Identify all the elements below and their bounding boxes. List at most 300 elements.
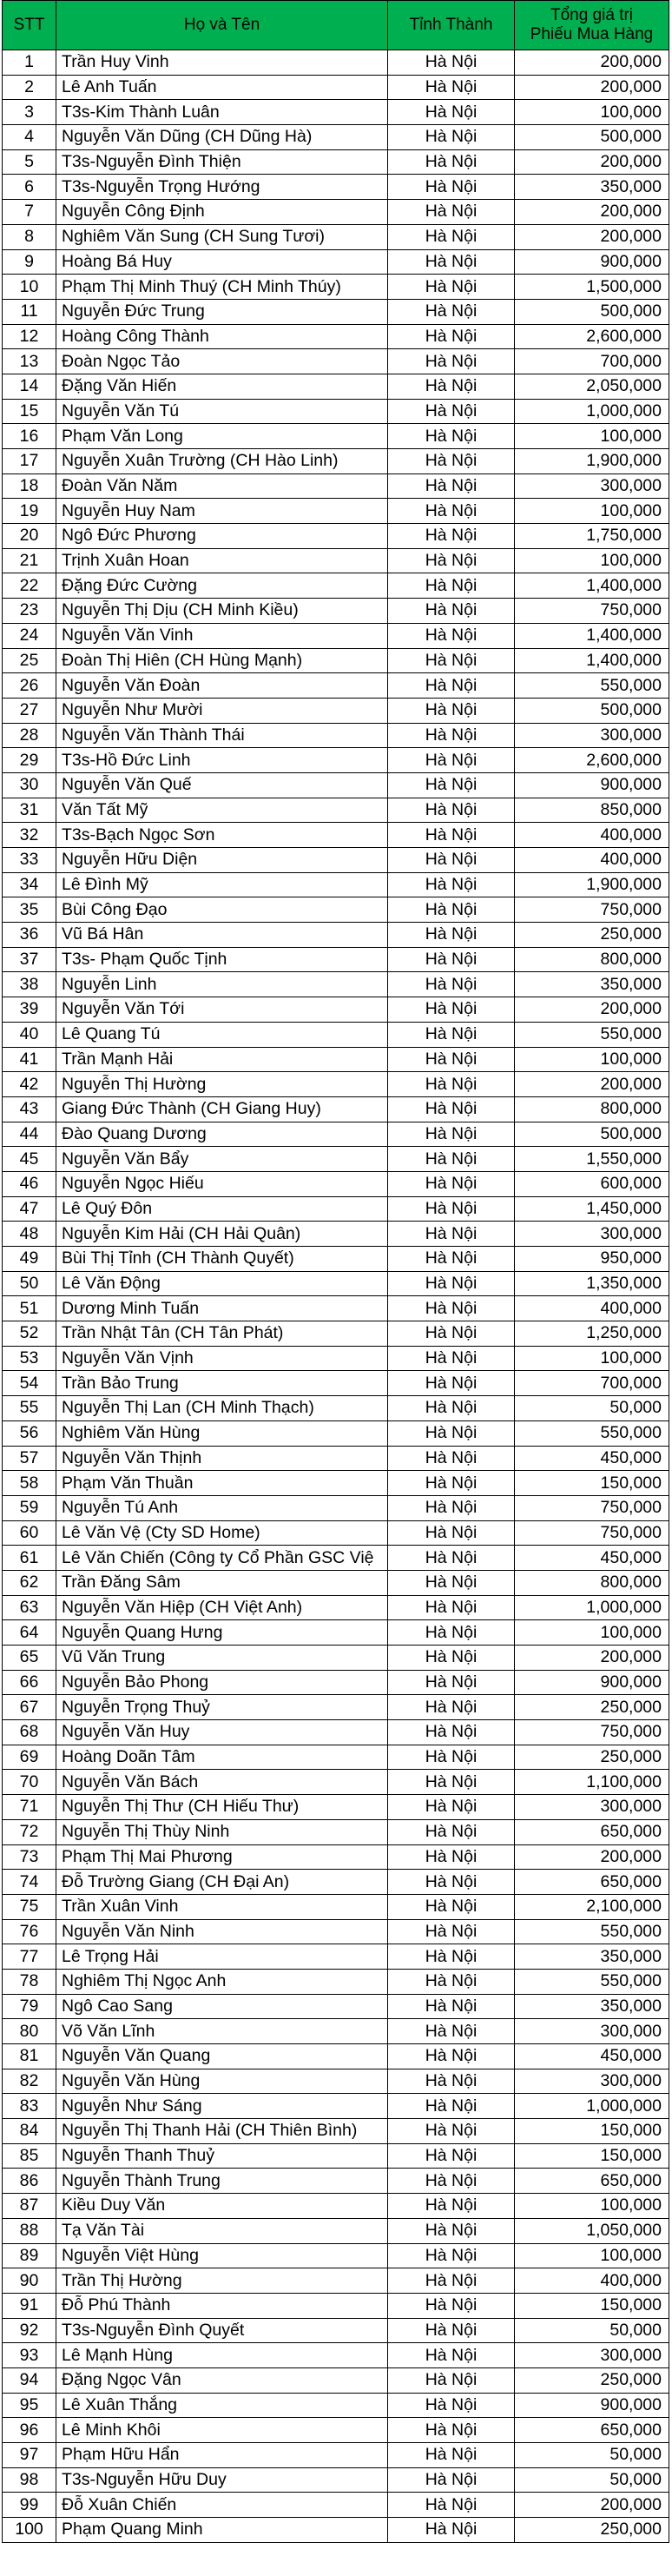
row-stt: 83: [3, 2094, 56, 2119]
table-row: [3, 2393, 669, 2418]
row-name: Lê Văn Chiến (Công ty Cổ Phần GSC Việ: [56, 1546, 388, 1571]
table-row: [3, 149, 669, 175]
row-city: Hà Nội: [388, 1520, 515, 1546]
table-row: [3, 2268, 669, 2294]
row-city: Hà Nội: [388, 1222, 515, 1247]
row-stt: 18: [3, 473, 56, 499]
row-name: Lê Quý Đôn: [56, 1196, 388, 1222]
row-city: Hà Nội: [388, 648, 515, 673]
row-stt: 67: [3, 1695, 56, 1720]
row-city: Hà Nội: [388, 623, 515, 648]
row-name: Nguyễn Văn Thành Thái: [56, 723, 388, 748]
row-value: 650,000: [515, 1870, 669, 1895]
table-row: [3, 1894, 669, 1919]
row-name: Dương Minh Tuấn: [56, 1296, 388, 1321]
row-city: Hà Nội: [388, 2243, 515, 2268]
table-row: [3, 1022, 669, 1047]
table-row: [3, 1396, 669, 1421]
row-value: 550,000: [515, 1022, 669, 1047]
row-value: 1,550,000: [515, 1147, 669, 1172]
row-name: T3s- Phạm Quốc Tịnh: [56, 947, 388, 972]
row-value: 800,000: [515, 1096, 669, 1122]
table-row: [3, 1595, 669, 1620]
row-stt: 87: [3, 2194, 56, 2219]
row-city: Hà Nội: [388, 2318, 515, 2343]
row-city: Hà Nội: [388, 449, 515, 474]
row-value: 400,000: [515, 848, 669, 873]
row-city: Hà Nội: [388, 2143, 515, 2169]
row-city: Hà Nội: [388, 1745, 515, 1770]
row-name: Kiều Duy Văn: [56, 2194, 388, 2219]
row-city: Hà Nội: [388, 2443, 515, 2468]
row-city: Hà Nội: [388, 1047, 515, 1072]
row-city: Hà Nội: [388, 1570, 515, 1595]
row-value: 200,000: [515, 224, 669, 249]
row-name: T3s-Nguyễn Hữu Duy: [56, 2467, 388, 2493]
row-city: Hà Nội: [388, 75, 515, 100]
table-row: [3, 1471, 669, 1496]
row-stt: 91: [3, 2293, 56, 2318]
row-city: Hà Nội: [388, 1296, 515, 1321]
row-city: Hà Nội: [388, 573, 515, 599]
row-name: Tạ Văn Tài: [56, 2218, 388, 2243]
row-value: 100,000: [515, 499, 669, 524]
row-stt: 40: [3, 1022, 56, 1047]
row-value: 400,000: [515, 2268, 669, 2294]
row-value: 100,000: [515, 424, 669, 449]
table-row: [3, 1546, 669, 1571]
row-city: Hà Nội: [388, 1171, 515, 1196]
row-name: Nguyễn Văn Tới: [56, 997, 388, 1023]
table-row: [3, 2169, 669, 2194]
row-name: Đoàn Văn Năm: [56, 473, 388, 499]
row-stt: 34: [3, 872, 56, 897]
row-value: 750,000: [515, 1520, 669, 1546]
row-name: Nguyễn Thị Thùy Ninh: [56, 1819, 388, 1844]
row-name: Phạm Thị Mai Phương: [56, 1844, 388, 1870]
row-stt: 29: [3, 748, 56, 773]
row-stt: 30: [3, 772, 56, 798]
row-city: Hà Nội: [388, 1620, 515, 1646]
row-name: Nguyễn Đức Trung: [56, 299, 388, 324]
row-value: 1,400,000: [515, 623, 669, 648]
row-value: 900,000: [515, 2393, 669, 2418]
row-name: Đào Quang Dương: [56, 1122, 388, 1147]
table-row: [3, 2218, 669, 2243]
row-stt: 43: [3, 1096, 56, 1122]
table-row: [3, 2094, 669, 2119]
row-city: Hà Nội: [388, 1670, 515, 1695]
row-city: Hà Nội: [388, 2393, 515, 2418]
row-city: Hà Nội: [388, 1944, 515, 1970]
row-value: 1,450,000: [515, 1196, 669, 1222]
row-city: Hà Nội: [388, 349, 515, 374]
row-stt: 84: [3, 2119, 56, 2144]
row-name: Nguyễn Xuân Trường (CH Hào Linh): [56, 449, 388, 474]
row-stt: 24: [3, 623, 56, 648]
row-value: 800,000: [515, 947, 669, 972]
row-city: Hà Nội: [388, 324, 515, 349]
row-name: Nguyễn Công Định: [56, 200, 388, 225]
row-value: 900,000: [515, 772, 669, 798]
row-stt: 13: [3, 349, 56, 374]
table-row: [3, 2518, 669, 2543]
row-value: 1,400,000: [515, 648, 669, 673]
voucher-table: [2, 0, 669, 2543]
row-stt: 22: [3, 573, 56, 599]
table-row: [3, 1495, 669, 1520]
row-name: Trần Xuân Vinh: [56, 1894, 388, 1919]
row-name: T3s-Nguyễn Đình Thiện: [56, 149, 388, 175]
row-name: Đặng Ngọc Vân: [56, 2367, 388, 2393]
row-name: Ngô Cao Sang: [56, 1994, 388, 2019]
header-row: [3, 1, 669, 50]
row-city: Hà Nội: [388, 2044, 515, 2069]
row-value: 200,000: [515, 75, 669, 100]
row-city: Hà Nội: [388, 848, 515, 873]
row-city: Hà Nội: [388, 1994, 515, 2019]
table-row: [3, 673, 669, 699]
row-stt: 42: [3, 1072, 56, 1097]
table-row: [3, 299, 669, 324]
row-value: 100,000: [515, 100, 669, 125]
row-value: 50,000: [515, 2467, 669, 2493]
row-stt: 86: [3, 2169, 56, 2194]
row-city: Hà Nội: [388, 1720, 515, 1745]
row-stt: 50: [3, 1271, 56, 1296]
row-stt: 61: [3, 1546, 56, 1571]
row-name: Lê Đình Mỹ: [56, 872, 388, 897]
row-stt: 74: [3, 1870, 56, 1895]
row-stt: 72: [3, 1819, 56, 1844]
row-stt: 41: [3, 1047, 56, 1072]
row-name: Nguyễn Như Mười: [56, 698, 388, 723]
row-city: Hà Nội: [388, 2467, 515, 2493]
row-stt: 100: [3, 2518, 56, 2543]
row-name: Trần Thị Hường: [56, 2268, 388, 2294]
row-name: Nguyễn Văn Bẩy: [56, 1147, 388, 1172]
table-row: [3, 349, 669, 374]
table-row: [3, 1047, 669, 1072]
row-city: Hà Nội: [388, 947, 515, 972]
row-city: Hà Nội: [388, 1072, 515, 1097]
row-value: 250,000: [515, 1695, 669, 1720]
row-city: Hà Nội: [388, 1495, 515, 1520]
table-row: [3, 1346, 669, 1371]
row-value: 750,000: [515, 599, 669, 624]
row-value: 550,000: [515, 1919, 669, 1944]
row-value: 100,000: [515, 548, 669, 573]
row-value: 150,000: [515, 1471, 669, 1496]
row-name: Lê Văn Động: [56, 1271, 388, 1296]
row-stt: 99: [3, 2493, 56, 2518]
row-stt: 6: [3, 175, 56, 200]
row-stt: 76: [3, 1919, 56, 1944]
table-row: [3, 1795, 669, 1820]
row-name: Nguyễn Văn Vịnh: [56, 1346, 388, 1371]
row-stt: 27: [3, 698, 56, 723]
row-city: Hà Nội: [388, 1420, 515, 1446]
row-city: Hà Nội: [388, 1196, 515, 1222]
row-stt: 81: [3, 2044, 56, 2069]
row-value: 1,750,000: [515, 524, 669, 549]
table-row: [3, 1171, 669, 1196]
row-name: Nguyễn Huy Nam: [56, 499, 388, 524]
row-value: 150,000: [515, 2143, 669, 2169]
row-stt: 23: [3, 599, 56, 624]
row-value: 100,000: [515, 1047, 669, 1072]
row-name: Trần Huy Vinh: [56, 50, 388, 76]
row-stt: 79: [3, 1994, 56, 2019]
row-name: Hoàng Bá Huy: [56, 249, 388, 275]
row-value: 400,000: [515, 1296, 669, 1321]
row-value: 50,000: [515, 2318, 669, 2343]
table-row: [3, 772, 669, 798]
table-row: [3, 2243, 669, 2268]
row-value: 500,000: [515, 698, 669, 723]
row-value: 700,000: [515, 349, 669, 374]
row-stt: 7: [3, 200, 56, 225]
row-name: Nguyễn Thị Hường: [56, 1072, 388, 1097]
table-row: [3, 1646, 669, 1671]
row-name: Hoàng Công Thành: [56, 324, 388, 349]
row-stt: 63: [3, 1595, 56, 1620]
table-row: [3, 648, 669, 673]
table-row: [3, 424, 669, 449]
table-row: [3, 100, 669, 125]
row-city: Hà Nội: [388, 823, 515, 848]
row-value: 1,000,000: [515, 399, 669, 424]
table-row: [3, 798, 669, 823]
row-name: Đỗ Xuân Chiến: [56, 2493, 388, 2518]
row-name: Nguyễn Như Sáng: [56, 2094, 388, 2119]
row-stt: 73: [3, 1844, 56, 1870]
row-value: 900,000: [515, 249, 669, 275]
row-city: Hà Nội: [388, 1795, 515, 1820]
table-row: [3, 1420, 669, 1446]
row-stt: 3: [3, 100, 56, 125]
table-row: [3, 1670, 669, 1695]
row-city: Hà Nội: [388, 2069, 515, 2094]
row-value: 1,000,000: [515, 1595, 669, 1620]
row-stt: 88: [3, 2218, 56, 2243]
row-name: Nguyễn Thị Thanh Hải (CH Thiên Bình): [56, 2119, 388, 2144]
row-name: Vũ Bá Hân: [56, 923, 388, 948]
row-value: 900,000: [515, 1670, 669, 1695]
row-stt: 28: [3, 723, 56, 748]
row-value: 200,000: [515, 149, 669, 175]
table-row: [3, 324, 669, 349]
row-value: 650,000: [515, 1819, 669, 1844]
table-row: [3, 1770, 669, 1795]
table-row: [3, 1745, 669, 1770]
row-name: Hoàng Doãn Tâm: [56, 1745, 388, 1770]
row-stt: 70: [3, 1770, 56, 1795]
row-city: Hà Nội: [388, 524, 515, 549]
row-value: 300,000: [515, 723, 669, 748]
row-city: Hà Nội: [388, 1894, 515, 1919]
row-name: Ngô Đức Phương: [56, 524, 388, 549]
table-row: [3, 548, 669, 573]
row-value: 100,000: [515, 2194, 669, 2219]
row-name: Nguyễn Ngọc Hiếu: [56, 1171, 388, 1196]
table-row: [3, 2493, 669, 2518]
row-value: 300,000: [515, 2069, 669, 2094]
table-row: [3, 972, 669, 997]
row-name: Nguyễn Văn Huy: [56, 1720, 388, 1745]
row-stt: 20: [3, 524, 56, 549]
table-row: [3, 449, 669, 474]
row-value: 50,000: [515, 2443, 669, 2468]
row-name: Giang Đức Thành (CH Giang Huy): [56, 1096, 388, 1122]
row-name: Nguyễn Văn Quang: [56, 2044, 388, 2069]
row-value: 800,000: [515, 1570, 669, 1595]
row-name: Trần Đăng Sâm: [56, 1570, 388, 1595]
table-row: [3, 175, 669, 200]
row-stt: 56: [3, 1420, 56, 1446]
row-value: 350,000: [515, 175, 669, 200]
row-name: Phạm Văn Long: [56, 424, 388, 449]
row-stt: 25: [3, 648, 56, 673]
row-stt: 36: [3, 923, 56, 948]
row-city: Hà Nội: [388, 1346, 515, 1371]
table-row: [3, 823, 669, 848]
row-value: 2,600,000: [515, 748, 669, 773]
row-name: Nguyễn Kim Hải (CH Hải Quân): [56, 1222, 388, 1247]
row-stt: 97: [3, 2443, 56, 2468]
row-value: 500,000: [515, 125, 669, 150]
table-row: [3, 997, 669, 1023]
row-name: Phạm Văn Thuần: [56, 1471, 388, 1496]
row-city: Hà Nội: [388, 1371, 515, 1396]
table-row: [3, 1969, 669, 1994]
row-name: Bùi Thị Tỉnh (CH Thành Quyết): [56, 1247, 388, 1272]
table-row: [3, 923, 669, 948]
row-stt: 77: [3, 1944, 56, 1970]
table-row: [3, 623, 669, 648]
row-city: Hà Nội: [388, 2094, 515, 2119]
row-name: Phạm Quang Minh: [56, 2518, 388, 2543]
table-body: [3, 50, 669, 2543]
row-stt: 92: [3, 2318, 56, 2343]
row-stt: 17: [3, 449, 56, 474]
row-value: 550,000: [515, 1420, 669, 1446]
row-value: 950,000: [515, 1247, 669, 1272]
row-city: Hà Nội: [388, 473, 515, 499]
row-stt: 11: [3, 299, 56, 324]
row-city: Hà Nội: [388, 1471, 515, 1496]
table-row: [3, 2019, 669, 2044]
row-value: 750,000: [515, 897, 669, 923]
row-city: Hà Nội: [388, 399, 515, 424]
row-city: Hà Nội: [388, 2293, 515, 2318]
row-stt: 31: [3, 798, 56, 823]
row-stt: 32: [3, 823, 56, 848]
row-stt: 66: [3, 1670, 56, 1695]
row-stt: 89: [3, 2243, 56, 2268]
table-row: [3, 200, 669, 225]
table-row: [3, 1196, 669, 1222]
row-city: Hà Nội: [388, 923, 515, 948]
row-stt: 47: [3, 1196, 56, 1222]
table-row: [3, 1819, 669, 1844]
row-city: Hà Nội: [388, 200, 515, 225]
row-stt: 65: [3, 1646, 56, 1671]
row-value: 100,000: [515, 1346, 669, 1371]
row-value: 150,000: [515, 2293, 669, 2318]
table-row: [3, 2318, 669, 2343]
table-row: [3, 1870, 669, 1895]
row-city: Hà Nội: [388, 599, 515, 624]
row-name: Nguyễn Văn Dũng (CH Dũng Hà): [56, 125, 388, 150]
row-city: Hà Nội: [388, 1271, 515, 1296]
row-name: Đặng Đức Cường: [56, 573, 388, 599]
row-city: Hà Nội: [388, 772, 515, 798]
row-city: Hà Nội: [388, 1969, 515, 1994]
row-name: Nguyễn Tú Anh: [56, 1495, 388, 1520]
table-row: [3, 2194, 669, 2219]
row-name: Lê Xuân Thắng: [56, 2393, 388, 2418]
row-city: Hà Nội: [388, 175, 515, 200]
row-name: Trịnh Xuân Hoan: [56, 548, 388, 573]
row-value: 600,000: [515, 1171, 669, 1196]
row-name: Đỗ Phú Thành: [56, 2293, 388, 2318]
table-row: [3, 748, 669, 773]
row-value: 100,000: [515, 1620, 669, 1646]
row-stt: 39: [3, 997, 56, 1023]
row-stt: 80: [3, 2019, 56, 2044]
row-value: 350,000: [515, 1944, 669, 1970]
row-stt: 52: [3, 1321, 56, 1347]
row-value: 1,900,000: [515, 449, 669, 474]
row-value: 350,000: [515, 1994, 669, 2019]
row-stt: 95: [3, 2393, 56, 2418]
table-row: [3, 947, 669, 972]
row-stt: 14: [3, 374, 56, 399]
row-name: Nghiêm Thị Ngọc Anh: [56, 1969, 388, 1994]
table-row: [3, 2467, 669, 2493]
row-city: Hà Nội: [388, 1096, 515, 1122]
row-name: Nghiêm Văn Hùng: [56, 1420, 388, 1446]
row-city: Hà Nội: [388, 723, 515, 748]
row-name: Đặng Văn Hiến: [56, 374, 388, 399]
row-name: Lê Trọng Hải: [56, 1944, 388, 1970]
row-value: 100,000: [515, 2243, 669, 2268]
row-name: Nguyễn Văn Vinh: [56, 623, 388, 648]
row-city: Hà Nội: [388, 2019, 515, 2044]
row-city: Hà Nội: [388, 2418, 515, 2443]
row-value: 200,000: [515, 1844, 669, 1870]
row-city: Hà Nội: [388, 125, 515, 150]
table-row: [3, 1844, 669, 1870]
table-row: [3, 2044, 669, 2069]
table-row: [3, 275, 669, 300]
row-stt: 82: [3, 2069, 56, 2094]
table-row: [3, 1520, 669, 1546]
row-city: Hà Nội: [388, 1122, 515, 1147]
row-name: Võ Văn Lĩnh: [56, 2019, 388, 2044]
row-name: Lê Mạnh Hùng: [56, 2343, 388, 2368]
row-value: 1,050,000: [515, 2218, 669, 2243]
row-name: Lê Quang Tú: [56, 1022, 388, 1047]
row-city: Hà Nội: [388, 872, 515, 897]
table-row: [3, 2443, 669, 2468]
row-stt: 57: [3, 1446, 56, 1471]
row-value: 650,000: [515, 2169, 669, 2194]
row-stt: 37: [3, 947, 56, 972]
row-stt: 19: [3, 499, 56, 524]
table-row: [3, 723, 669, 748]
